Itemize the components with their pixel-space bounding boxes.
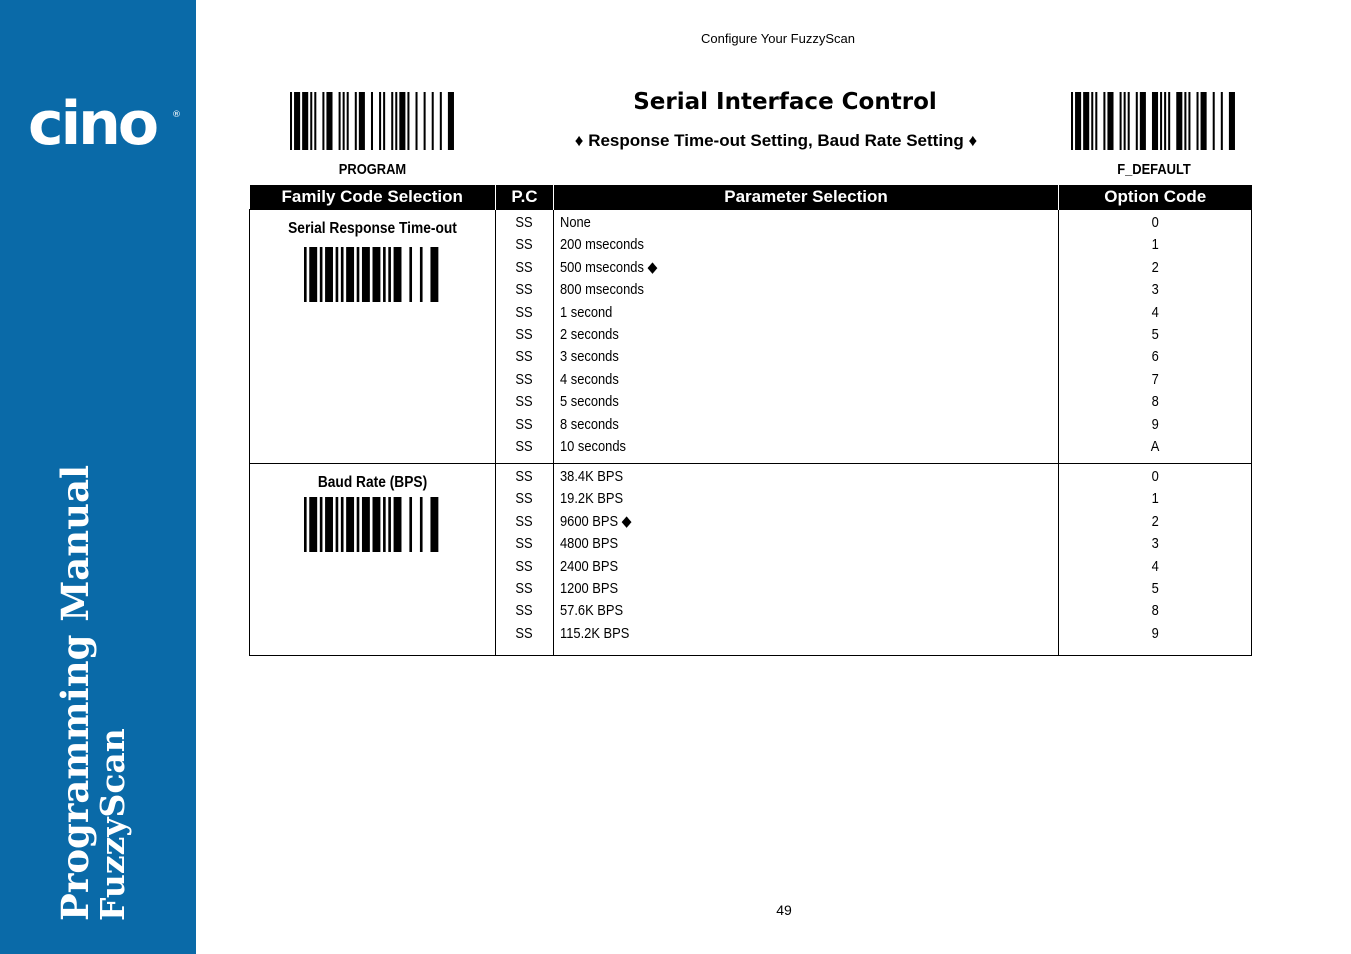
barcode-bar	[383, 247, 386, 302]
barcode-bar	[347, 92, 349, 150]
pc-value: SS	[515, 348, 534, 366]
barcode-bar	[420, 497, 423, 552]
barcode-bar	[294, 92, 300, 150]
barcode-bar	[409, 497, 412, 552]
program-barcode	[290, 92, 456, 150]
barcode-bar	[1160, 92, 1162, 150]
manual-title-line1: FuzzyScan	[93, 728, 132, 921]
barcode-bar	[432, 92, 434, 150]
barcode-bar	[373, 497, 381, 552]
pc-value: SS	[515, 281, 534, 299]
option-value: 9	[1151, 415, 1159, 433]
parameter-value: 38.4K BPS	[560, 468, 624, 485]
barcode-bar	[357, 497, 360, 552]
parameter-value: 8 seconds	[560, 415, 619, 433]
barcode-bar	[310, 92, 312, 150]
pc-value: SS	[515, 602, 534, 620]
barcode-bar	[1184, 92, 1186, 150]
barcode-bar	[420, 247, 423, 302]
barcode-bar	[391, 92, 393, 150]
serial-response-timeout-barcode	[304, 247, 441, 302]
option-value-cell	[1059, 210, 1252, 464]
barcode-bar	[339, 92, 341, 150]
barcode-bar	[302, 92, 308, 150]
table-header-row	[250, 185, 1252, 210]
barcode-bar	[424, 92, 426, 150]
pc-value: SS	[515, 557, 534, 575]
barcode-bar	[1152, 92, 1158, 150]
option-value: 4	[1151, 557, 1159, 575]
default-label: F_DEFAULT	[1117, 161, 1191, 178]
barcode-bar	[336, 497, 339, 552]
pc-value: SS	[515, 236, 534, 254]
section-title: Serial Interface Control	[633, 89, 937, 115]
barcode-bar	[357, 247, 360, 302]
cino-logo: cino	[28, 89, 157, 159]
option-value: 0	[1151, 468, 1159, 485]
program-label: PROGRAM	[338, 161, 407, 178]
barcode-bar	[322, 92, 324, 150]
barcode-bar	[362, 497, 370, 552]
pc-value: SS	[515, 415, 534, 433]
barcode-bar	[341, 497, 344, 552]
barcode-bar	[371, 92, 373, 150]
barcode-bar	[1164, 92, 1166, 150]
barcode-bar	[394, 247, 402, 302]
page-number: 49	[776, 902, 792, 918]
parameter-value: 19.2K BPS	[560, 490, 624, 508]
barcode-bar	[341, 247, 344, 302]
pc-value-cell	[496, 210, 554, 464]
option-value: 3	[1151, 535, 1159, 553]
pc-value: SS	[515, 437, 534, 455]
barcode-bar	[440, 92, 442, 150]
barcode-bar	[1075, 92, 1081, 150]
option-value: 1	[1151, 490, 1159, 508]
parameter-value: 200 mseconds	[560, 236, 644, 254]
option-value: A	[1150, 437, 1160, 455]
parameter-value: 4 seconds	[560, 370, 619, 388]
pc-value: SS	[515, 579, 534, 597]
barcode-bar	[309, 247, 317, 302]
parameter-value: 1 second	[560, 303, 613, 321]
pc-value: SS	[515, 325, 534, 343]
barcode-bar	[1107, 92, 1113, 150]
section-subtitle: ♦ Response Time-out Setting, Baud Rate Setting ♦	[574, 131, 978, 150]
barcode-bar	[409, 247, 412, 302]
option-value: 1	[1151, 236, 1159, 254]
family-name: Baud Rate (BPS)	[317, 474, 428, 491]
barcode-bar	[290, 92, 292, 150]
barcode-bar	[1140, 92, 1146, 150]
barcode-bar	[388, 247, 391, 302]
pc-value: SS	[515, 512, 534, 530]
barcode-bar	[430, 247, 438, 302]
parameter-value: 2 seconds	[560, 325, 619, 343]
manual-title-line2: Programming Manual	[53, 464, 97, 921]
barcode-bar	[1136, 92, 1138, 150]
parameter-value: 3 seconds	[560, 348, 619, 366]
barcode-bar	[1071, 92, 1073, 150]
barcode-bar	[320, 247, 323, 302]
registered-mark: ®	[172, 110, 181, 120]
barcode-bar	[416, 92, 418, 150]
option-value: 6	[1151, 348, 1159, 366]
header-option-code: Option Code	[1059, 185, 1252, 210]
option-value: 5	[1151, 325, 1159, 343]
family-cell	[250, 464, 496, 656]
option-value: 7	[1151, 370, 1159, 388]
option-value: 2	[1151, 258, 1159, 276]
option-value: 8	[1151, 602, 1159, 620]
barcode-bar	[359, 92, 365, 150]
parameter-value: 2400 BPS	[560, 557, 619, 575]
option-value: 2	[1151, 512, 1159, 530]
parameter-value: 115.2K BPS	[560, 624, 630, 642]
pc-value: SS	[515, 468, 534, 485]
baud-rate-barcode	[304, 497, 441, 552]
barcode-bar	[383, 497, 386, 552]
barcode-bar	[1229, 92, 1235, 150]
barcode-bar	[1124, 92, 1126, 150]
parameter-value: 10 seconds	[560, 437, 626, 455]
barcode-bar	[1168, 92, 1170, 150]
page-header: Configure Your FuzzyScan	[701, 31, 855, 46]
barcode-bar	[379, 92, 381, 150]
parameter-value: 5 seconds	[560, 393, 619, 411]
parameter-value-cell	[554, 464, 1059, 656]
header-family-code: Family Code Selection	[250, 185, 496, 210]
option-value: 5	[1151, 579, 1159, 597]
barcode-bar	[407, 92, 409, 150]
barcode-bar	[314, 92, 316, 150]
barcode-bar	[325, 247, 333, 302]
barcode-bar	[1120, 92, 1122, 150]
barcode-bar	[1083, 92, 1089, 150]
barcode-bar	[320, 497, 323, 552]
pc-value-cell	[496, 464, 554, 656]
table-row	[250, 464, 1252, 656]
barcode-bar	[346, 497, 354, 552]
barcode-bar	[355, 92, 357, 150]
barcode-bar	[346, 247, 354, 302]
parameter-value: 4800 BPS	[560, 535, 619, 553]
barcode-bar	[1188, 92, 1190, 150]
family-name: Serial Response Time-out	[288, 220, 457, 237]
barcode-bar	[394, 497, 402, 552]
option-value: 8	[1151, 393, 1159, 411]
barcode-bar	[326, 92, 332, 150]
barcode-bar	[1095, 92, 1097, 150]
barcode-bar	[304, 497, 307, 552]
barcode-bar	[373, 247, 381, 302]
default-barcode	[1071, 92, 1237, 150]
parameter-value-cell	[554, 210, 1059, 464]
option-value: 0	[1151, 214, 1159, 231]
option-value: 4	[1151, 303, 1159, 321]
barcode-bar	[1201, 92, 1207, 150]
option-value: 9	[1151, 624, 1159, 642]
parameter-value: 800 mseconds	[560, 281, 644, 299]
parameter-value: 9600 BPS ◆	[560, 512, 632, 530]
barcode-bar	[336, 247, 339, 302]
barcode-bar	[343, 92, 345, 150]
header-pc: P.C	[496, 185, 554, 210]
barcode-bar	[1128, 92, 1130, 150]
pc-value: SS	[515, 214, 534, 231]
barcode-bar	[448, 92, 454, 150]
pc-value: SS	[515, 370, 534, 388]
barcode-bar	[1221, 92, 1223, 150]
manual-title	[53, 464, 132, 921]
barcode-bar	[383, 92, 385, 150]
parameter-value: 500 mseconds ◆	[560, 258, 658, 276]
parameter-value: 1200 BPS	[560, 579, 619, 597]
barcode-bar	[304, 247, 307, 302]
barcode-bar	[1213, 92, 1215, 150]
barcode-bar	[1091, 92, 1093, 150]
option-value-cell	[1059, 464, 1252, 656]
pc-value: SS	[515, 303, 534, 321]
option-value: 3	[1151, 281, 1159, 299]
pc-value: SS	[515, 490, 534, 508]
barcode-bar	[388, 497, 391, 552]
parameter-value: 57.6K BPS	[560, 602, 624, 620]
barcode-bar	[1103, 92, 1105, 150]
barcode-bar	[1176, 92, 1182, 150]
pc-value: SS	[515, 258, 534, 276]
barcode-bar	[395, 92, 397, 150]
sidebar	[0, 0, 196, 954]
parameter-value: None	[560, 214, 591, 231]
barcode-bar	[309, 497, 317, 552]
header-parameter: Parameter Selection	[554, 185, 1059, 210]
pc-value: SS	[515, 393, 534, 411]
pc-value: SS	[515, 535, 534, 553]
barcode-bar	[362, 247, 370, 302]
barcode-bar	[399, 92, 405, 150]
pc-value: SS	[515, 624, 534, 642]
barcode-bar	[1197, 92, 1199, 150]
barcode-bar	[430, 497, 438, 552]
barcode-bar	[325, 497, 333, 552]
